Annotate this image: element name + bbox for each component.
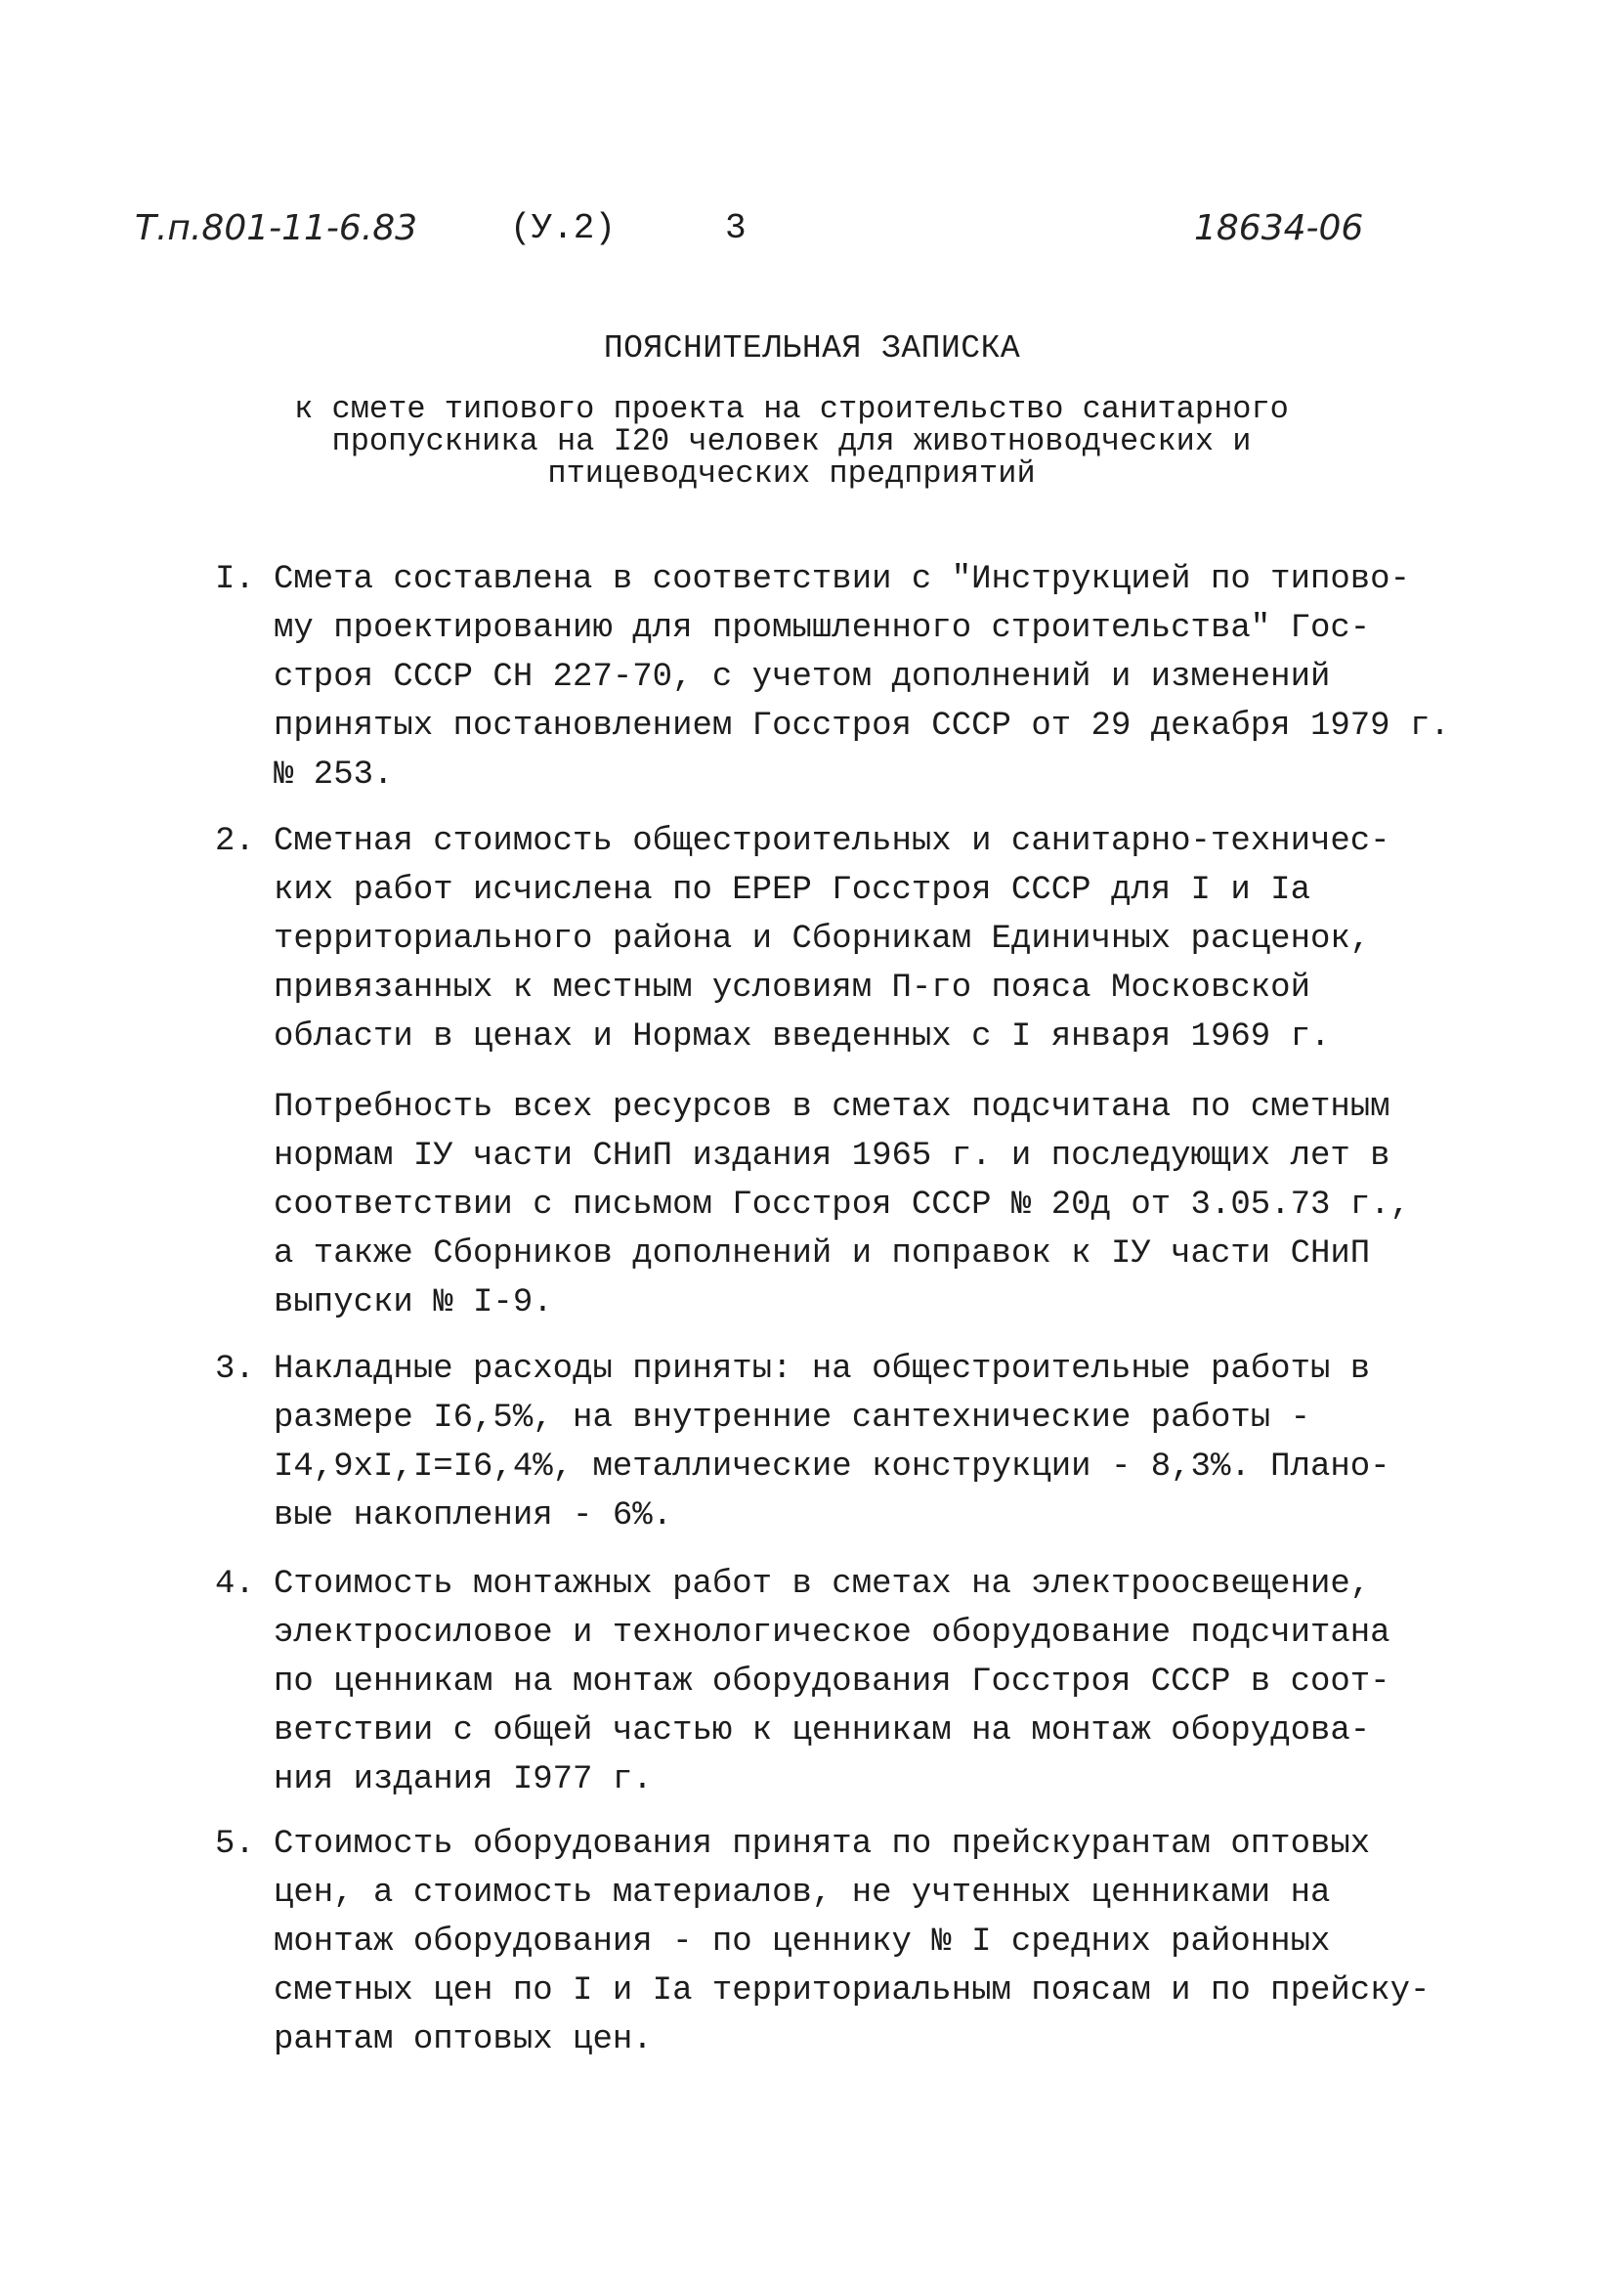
item-number: 4.: [215, 1566, 255, 1603]
text-line: выпуски № I-9.: [274, 1284, 553, 1321]
text-line: по ценникам на монтаж оборудования Госстроя СССР в соот-: [274, 1664, 1390, 1701]
list-item: [215, 555, 1544, 800]
text-line: цен, а стоимость материалов, не учтенных ценниками на: [274, 1875, 1331, 1912]
text-line: ния издания I977 г.: [274, 1761, 653, 1798]
text-line: Стоимость монтажных работ в сметах на электроосвещение,: [274, 1566, 1371, 1603]
subtitle-line: пропускника на I20 человек для животноводческих и: [331, 423, 1252, 459]
page-number: 3: [725, 208, 747, 248]
text-line: монтаж оборудования - по ценнику № I средних районных: [274, 1924, 1331, 1961]
text-line: № 253.: [274, 756, 394, 794]
subtitle-line: птицеводческих предприятий: [547, 455, 1036, 492]
inventory-number: 18634-06: [1194, 208, 1364, 248]
text-line: му проектированию для промышленного строительства" Гос-: [274, 610, 1371, 647]
text-line: ветствии с общей частью к ценникам на монтаж оборудова-: [274, 1712, 1371, 1750]
text-line: Стоимость оборудования принята по прейскурантам оптовых: [274, 1826, 1371, 1863]
text-line: Сметная стоимость общестроительных и санитарно-техничес-: [274, 823, 1390, 860]
list-item-continuation: [274, 1083, 1544, 1327]
text-line: размере I6,5%, на внутренние сантехнические работы -: [274, 1400, 1310, 1437]
text-line: Потребность всех ресурсов в сметах подсчитана по сметным: [274, 1089, 1390, 1126]
document-title: ПОЯСНИТЕЛЬНАЯ ЗАПИСКА: [603, 330, 1021, 367]
text-line: строя СССР СН 227-70, с учетом дополнений и изменений: [274, 659, 1331, 696]
text-line: сметных цен по I и Iа территориальным поясам и по прейску-: [274, 1972, 1431, 2010]
text-line: принятых постановлением Госстроя СССР от 29 декабря 1979 г.: [274, 708, 1450, 745]
text-line: привязанных к местным условиям П-го пояса Московской: [274, 970, 1310, 1007]
text-line: нормам IУ части СНиП издания 1965 г. и последующих лет в: [274, 1138, 1390, 1175]
text-line: а также Сборников дополнений и поправок к IУ части СНиП: [274, 1235, 1371, 1273]
text-line: Смета составлена в соответствии с "Инструкцией по типово-: [274, 561, 1410, 598]
variant-label: (У.2): [510, 208, 617, 248]
text-line: Накладные расходы приняты: на общестроительные работы в: [274, 1351, 1371, 1388]
text-line: соответствии с письмом Госстроя СССР № 20д от 3.05.73 г.,: [274, 1187, 1410, 1224]
list-item: [215, 1345, 1544, 1540]
list-item: [215, 1820, 1544, 2064]
text-line: территориального района и Сборникам Единичных расценок,: [274, 921, 1371, 958]
text-line: I4,9хI,I=I6,4%, металлические конструкции - 8,3%. Плано-: [274, 1448, 1390, 1486]
item-number: 5.: [215, 1826, 255, 1863]
text-line: вые накопления - 6%.: [274, 1497, 673, 1535]
item-number: 3.: [215, 1351, 255, 1388]
item-number: I.: [215, 561, 255, 598]
text-line: ких работ исчислена по ЕРЕР Госстроя СССР для I и Iа: [274, 872, 1310, 909]
subtitle-line: к смете типового проекта на строительство санитарного: [294, 391, 1289, 427]
text-line: области в ценах и Нормах введенных с I января 1969 г.: [274, 1018, 1331, 1056]
item-number: 2.: [215, 823, 255, 860]
list-item: [215, 1560, 1544, 1804]
document-subtitle: [225, 393, 1358, 490]
document-code: Т.п.801-11-6.83: [135, 208, 418, 248]
text-line: электросиловое и технологическое оборудование подсчитана: [274, 1615, 1390, 1652]
list-item: [215, 817, 1544, 1061]
text-line: рантам оптовых цен.: [274, 2021, 653, 2058]
